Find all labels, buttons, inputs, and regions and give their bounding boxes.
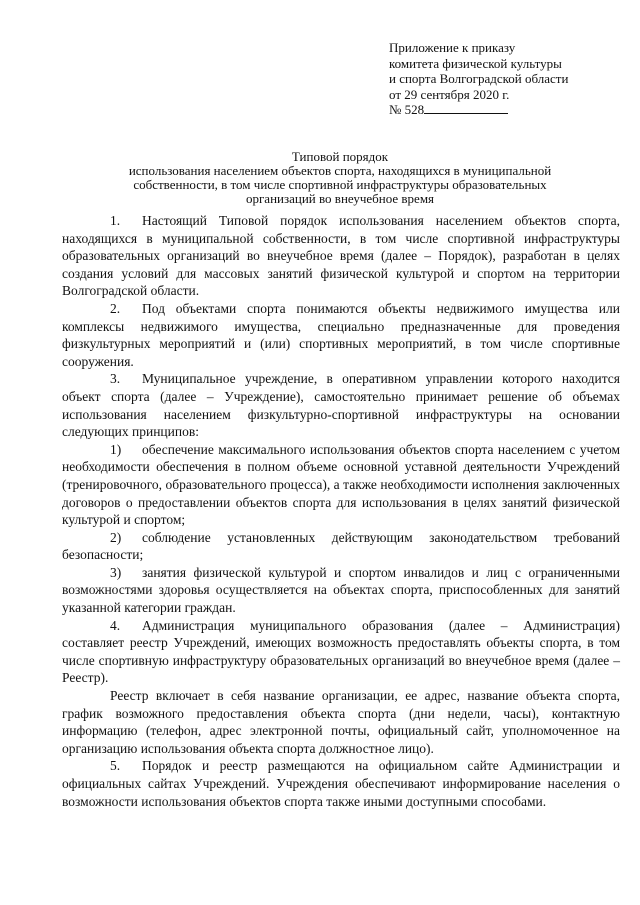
paragraph-number: 1. [110, 213, 121, 228]
title-subtitle-line: собственности, в том числе спортивной инфраструктуры образовательных [133, 177, 547, 192]
paragraph-number: 5. [110, 758, 121, 774]
paragraph-number: 1) [110, 441, 122, 457]
title-heading: Типовой порядок [291, 149, 389, 164]
paragraph-text: Муниципальное учреждение, в оперативном управлении которого находится объект спорта (далее – Учреждение), самостоятельно принимает решение об объемах использования населением физкультурно-спортивной инфраструктуры на основании следующих принципов: [62, 371, 620, 440]
paragraph-text: Реестр включает в себя название организации, ее адрес, название объекта спорта, график возможного предоставления объекта спорта (дни недели, часы), контактную информацию (телефон, адрес электронной почты, официальный сайт, уполномоченное на организацию использования объекта спорта должностное лицо). [62, 688, 620, 756]
paragraph-number: 2) [110, 529, 122, 545]
paragraph [62, 757, 620, 810]
signature-blank-line [424, 103, 508, 114]
approval-block [389, 40, 568, 118]
paragraph [62, 441, 620, 529]
paragraph-text: Под объектами спорта понимаются объекты недвижимого имущества или комплексы недвижимого имущества, специально предназначенные для проведения физкультурных мероприятий и (или) спортивных мероприятий, в том числе спортивные сооружения. [62, 300, 620, 369]
paragraph-text: Настоящий Типовой порядок использования населением объектов спорта, находящихся в муниципальной собственности, в том числе спортивной инфраструктуры образовательных организаций во внеучебное время (далее – Порядок), разработан в целях создания условий для массовых занятий физической культурой и спортом на территории Волгоградской области. [62, 213, 620, 299]
order-number: № 528 [389, 102, 425, 117]
approval-line: от 29 сентября 2020 г. [389, 86, 510, 102]
paragraph [62, 687, 620, 757]
paragraph-number: 4. [110, 617, 121, 633]
document-body [62, 212, 620, 810]
title-subtitle-line: организаций во внеучебное время [245, 191, 435, 206]
approval-line: и спорта Волгоградской области [389, 71, 569, 86]
paragraph [62, 300, 620, 370]
paragraph-text: обеспечение максимального использования объектов спорта населением с учетом необходимости обеспечения в полном объеме основной уставной деятельности Учреждений (тренировочного, образовательного процесса), а также необходимости исполнения заключенных договоров о предоставлении объектов спорта для использования в целях занятий физической культурой и спортом; [62, 441, 620, 528]
paragraph-text: Администрация муниципального образования (далее – Администрация) составляет реестр Учреждений, имеющих возможность предоставлять объекты спорта, в том числе спортивную инфраструктуру образовательных организаций во внеучебное время (далее – Реестр). [62, 617, 620, 686]
title-subtitle-line: использования населением объектов спорта, находящихся в муниципальной [128, 163, 552, 178]
order-number-line [389, 102, 568, 118]
document-title [60, 150, 620, 206]
paragraph-number: 2. [110, 300, 121, 316]
paragraph [62, 564, 620, 617]
approval-line: комитета физической культуры [389, 55, 562, 71]
paragraph [62, 529, 620, 564]
paragraph-text: Порядок и реестр размещаются на официальном сайте Администрации и официальных сайтах Учреждений. Учреждения обеспечивают информирование населения о возможности использования объектов спорта также иными доступными способами. [62, 758, 620, 809]
paragraph-number: 3. [110, 371, 121, 387]
paragraph-text: соблюдение установленных действующим законодательством требований безопасности; [62, 529, 620, 563]
paragraph [62, 617, 620, 687]
approval-line: Приложение к приказу [389, 40, 516, 55]
paragraph [62, 370, 620, 440]
paragraph-text: занятия физической культурой и спортом инвалидов и лиц с ограниченными возможностями здоровья осуществляется на объектах спорта, приспособленных для занятий указанной категории граждан. [62, 564, 620, 616]
paragraph-number: 3) [110, 564, 122, 580]
paragraph [62, 212, 620, 300]
